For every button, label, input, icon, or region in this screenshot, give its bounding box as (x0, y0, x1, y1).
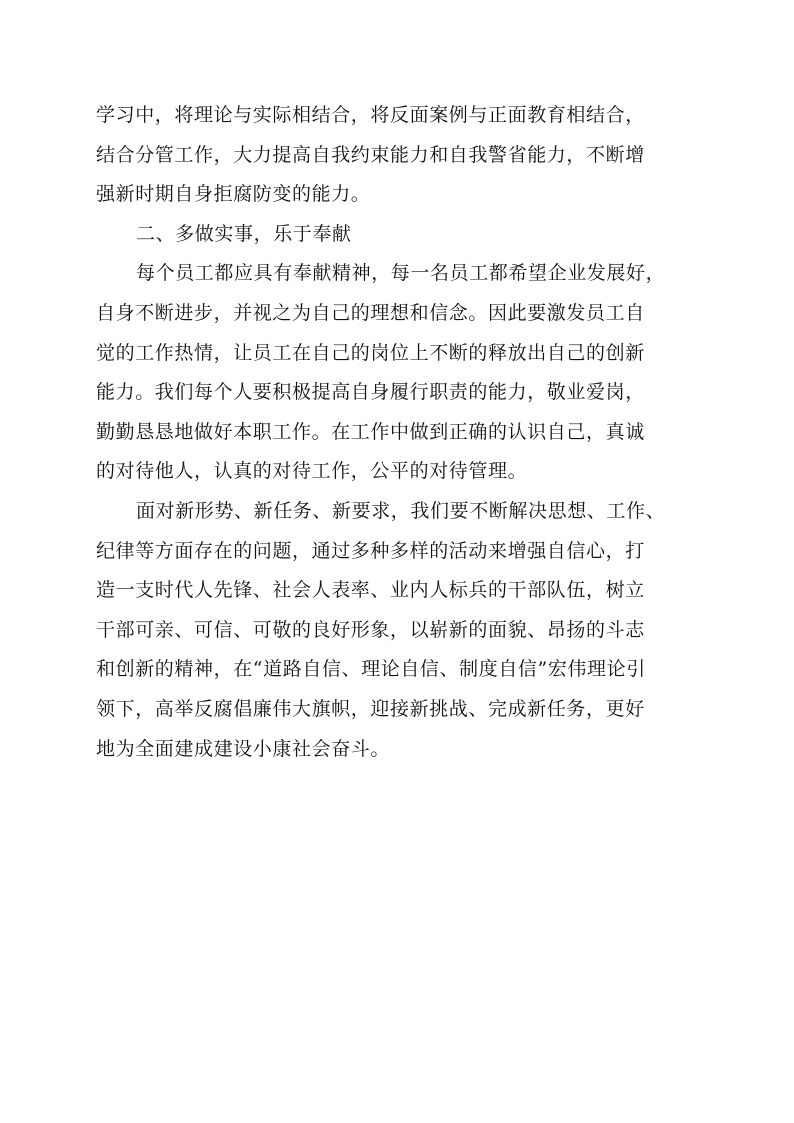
text-line: 和创新的精神，在“道路自信、理论自信、制度自信”宏伟理论引 (96, 658, 646, 681)
text-line: 面对新形势、新任务、新要求，我们要不断解决思想、工作、 (136, 499, 666, 522)
section-heading: 二、多做实事，乐于奉献 (136, 222, 352, 245)
document-body (96, 96, 716, 769)
text-line: 强新时期自身拒腐防变的能力。 (96, 183, 371, 206)
text-line: 造一支时代人先锋、社会人表率、业内人标兵的干部队伍，树立 (96, 579, 645, 602)
text-line: 每个员工都应具有奉献精神，每一名员工都希望企业发展好， (136, 262, 666, 285)
text-line: 地为全面建成建设小康社会奋斗。 (96, 737, 391, 760)
text-line: 觉的工作热情，让员工在自己的岗位上不断的释放出自己的创新 (96, 341, 645, 364)
text-line: 自身不断进步，并视之为自己的理想和信念。因此要激发员工自 (96, 301, 645, 324)
text-line: 结合分管工作，大力提高自我约束能力和自我警省能力，不断增 (96, 143, 645, 166)
text-line: 领下，高举反腐倡廉伟大旗帜，迎接新挑战、完成新任务，更好 (96, 697, 645, 720)
text-line: 学习中，将理论与实际相结合，将反面案例与正面教育相结合， (96, 104, 645, 126)
text-line: 的对待他人，认真的对待工作，公平的对待管理。 (96, 460, 528, 483)
text-line: 干部可亲、可信、可敬的良好形象，以崭新的面貌、昂扬的斗志 (96, 618, 645, 641)
text-line: 勤勤恳恳地做好本职工作。在工作中做到正确的认识自己，真诚 (96, 420, 645, 443)
text-line: 能力。我们每个人要积极提高自身履行职责的能力，敬业爱岗， (96, 381, 645, 404)
text-line: 纪律等方面存在的问题，通过多种多样的活动来增强自信心，打 (96, 539, 645, 562)
